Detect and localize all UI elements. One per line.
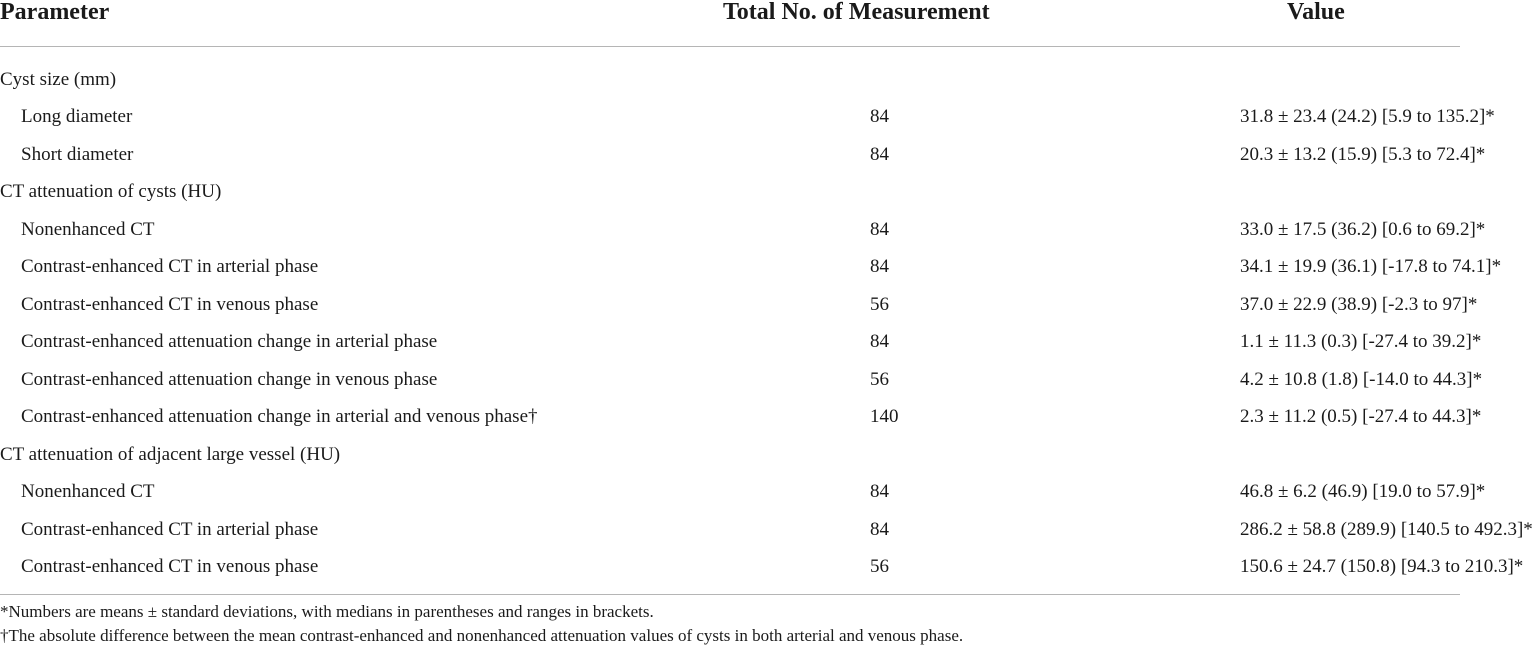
table-row (0, 99, 1460, 137)
section-label: Cyst size (mm) (0, 68, 117, 90)
parameter-label: Contrast-enhanced CT in venous phase (0, 549, 640, 595)
measurement-value (1240, 174, 1460, 212)
header-parameter: Parameter (0, 0, 640, 47)
table-row (0, 249, 1460, 287)
measurement-value: 4.2 ± 10.8 (1.8) [-14.0 to 44.3]* (1240, 368, 1483, 390)
table-row (0, 474, 1460, 512)
header-total-measurements: Total No. of Measurement (640, 0, 1240, 47)
measurement-count (640, 436, 1240, 474)
table-body (0, 47, 1533, 595)
measurement-value: 31.8 ± 23.4 (24.2) [5.9 to 135.2]* (1240, 106, 1495, 128)
measurement-count: 56 (640, 549, 1240, 595)
measurement-value: 20.3 ± 13.2 (15.9) [5.3 to 72.4]* (1240, 143, 1486, 165)
parameter-label: Contrast-enhanced CT in venous phase (21, 293, 319, 315)
measurement-count: 84 (870, 256, 889, 278)
section-label: CT attenuation of cysts (HU) (0, 181, 222, 203)
measurement-count: 84 (870, 481, 889, 503)
parameter-label: Contrast-enhanced attenuation change in venous phase (21, 368, 438, 390)
footnote-statistics: *Numbers are means ± standard deviations, with medians in parentheses and ranges in brackets. (0, 602, 654, 621)
header-row (0, 0, 1460, 47)
measurement-value: 150.6 ± 24.7 (150.8) [94.3 to 210.3]* (1240, 549, 1460, 595)
footnote-absolute-difference: †The absolute difference between the mean contrast-enhanced and nonenhanced attenuation values of cysts in both arterial and venous phase. (0, 626, 964, 645)
measurement-value: 286.2 ± 58.8 (289.9) [140.5 to 492.3]* (1240, 518, 1533, 540)
table-row (0, 136, 1460, 174)
measurement-count (640, 47, 1240, 99)
parameter-label: Contrast-enhanced attenuation change in arterial and venous phase† (21, 406, 538, 428)
measurement-count: 84 (870, 106, 889, 128)
parameter-label: Short diameter (21, 143, 134, 165)
table-row (0, 211, 1460, 249)
measurement-value (1240, 47, 1460, 99)
table-row (0, 324, 1460, 362)
measurement-value: 1.1 ± 11.3 (0.3) [-27.4 to 39.2]* (1240, 331, 1482, 353)
parameter-label: Contrast-enhanced CT in arterial phase (21, 256, 319, 278)
measurement-count: 56 (870, 293, 889, 315)
measurement-value: 33.0 ± 17.5 (36.2) [0.6 to 69.2]* (1240, 218, 1486, 240)
table-row (0, 286, 1460, 324)
table-row (0, 361, 1460, 399)
header-value: Value (1240, 0, 1460, 47)
footnotes (0, 600, 1460, 648)
parameter-label: Nonenhanced CT (21, 481, 155, 503)
table-row (0, 549, 1460, 595)
table-section-row (0, 436, 1460, 474)
table-row (0, 399, 1460, 437)
parameter-label: Long diameter (21, 106, 133, 128)
table-header (0, 0, 1460, 47)
measurement-count: 84 (870, 218, 889, 240)
parameter-label: Nonenhanced CT (21, 218, 155, 240)
parameter-label: Contrast-enhanced CT in arterial phase (21, 518, 319, 540)
table-row (0, 511, 1460, 549)
measurement-count (640, 174, 1240, 212)
measurement-value: 46.8 ± 6.2 (46.9) [19.0 to 57.9]* (1240, 481, 1486, 503)
measurement-count: 140 (870, 406, 899, 428)
measurement-count: 84 (870, 143, 889, 165)
table-section-row (0, 47, 1460, 99)
measurement-count: 84 (870, 331, 889, 353)
measurement-value: 34.1 ± 19.9 (36.1) [-17.8 to 74.1]* (1240, 256, 1502, 278)
table-section-row (0, 174, 1460, 212)
measurement-count: 84 (870, 518, 889, 540)
measurement-value (1240, 436, 1460, 474)
measurement-count: 56 (870, 368, 889, 390)
measurement-value: 37.0 ± 22.9 (38.9) [-2.3 to 97]* (1240, 293, 1478, 315)
measurement-value: 2.3 ± 11.2 (0.5) [-27.4 to 44.3]* (1240, 406, 1482, 428)
section-label: CT attenuation of adjacent large vessel (HU) (0, 443, 341, 465)
parameter-label: Contrast-enhanced attenuation change in arterial phase (21, 331, 438, 353)
